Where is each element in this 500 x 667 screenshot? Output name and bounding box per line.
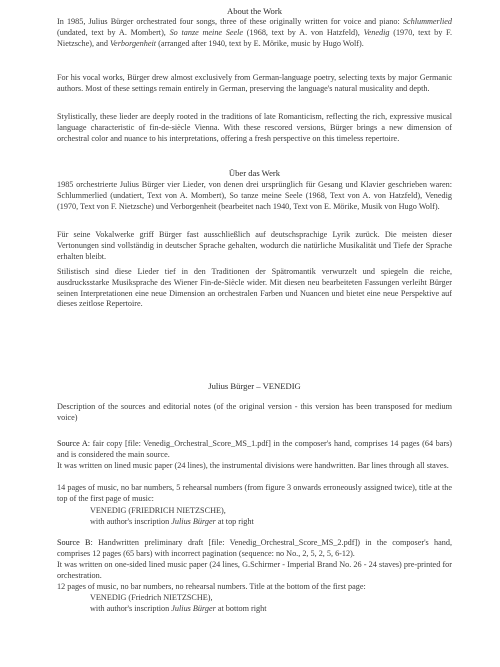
about-paragraph-en-1: [57, 17, 452, 49]
document-page: [57, 0, 452, 667]
source-a-title-line: VENEDIG (FRIEDRICH NIETZSCHE),: [90, 506, 226, 515]
source-a-line-3: 14 pages of music, no bar numbers, 5 rehearsal numbers (from figure 3 onwards erroneously assigned twice), title at the top of the first page of music:: [57, 483, 452, 503]
song-title: Venedig: [363, 27, 390, 37]
text-run: at top right: [215, 517, 254, 526]
text-run: In 1985, Julius Bürger orchestrated four songs, three of these originally written for voice and piano:: [57, 17, 403, 26]
about-title-de: Über das Werk: [228, 168, 281, 178]
source-a-line-1: [57, 439, 452, 461]
text-run: (1970, text by F. Nietzsche), and: [57, 27, 452, 48]
source-b-label: Source B: [57, 538, 91, 547]
source-b-line-3: 12 pages of music, no bar numbers, no rehearsal numbers. Title at the bottom of the first page:: [57, 582, 366, 591]
sources-title: Julius Bürger – VENEDIG: [208, 381, 301, 391]
source-a-inscription: [90, 517, 485, 528]
text-run: : Handwritten preliminary draft [file: Venedig_Orchestral_Score_MS_2.pdf]) in the composer's hand, comprises 12 pages (65 bars) with incorrect pagination (sequence: no No., 2, 5, 2, 5, 6-12).: [57, 538, 452, 558]
about-title-en: About the Work: [226, 6, 282, 16]
source-b-title-line: VENEDIG (Friedrich NIETZSCHE),: [90, 593, 213, 602]
source-b-line-2: It was written on one-sided lined music paper (24 lines, G.Schirmer - Imperial Brand No. 26 - 24 staves) pre-printed for orchestration.: [57, 560, 452, 580]
text-run: at bottom right: [215, 604, 267, 613]
song-title: So tanze meine Seele: [169, 27, 244, 37]
author-name: Julius Bürger: [171, 604, 216, 613]
about-paragraph-de-3: Stilistisch sind diese Lieder tief in den Traditionen der Spätromantik verwurzelt und spiegeln die reiche, ausdrucksstarke Musiksprache des Wiener Fin-de-Siècle wider. Mit diesen neu bearbeiteten Fassungen verleiht Bürger seinen Interpretationen eine neue Dimension an orchestralen Farben und Nuancen und bietet eine neue Perspektive auf dieses zeitlose Repertoire.: [57, 267, 452, 309]
sources-intro: Description of the sources and editorial notes (of the original version - this version has been transposed for medium voice): [57, 402, 452, 422]
text-run: (1968, text by A. von Hatzfeld),: [243, 27, 364, 37]
source-a-line-2: It was written on lined music paper (24 lines), the instrumental divisions were handwritten. Bar lines through all staves.: [57, 461, 449, 470]
source-b-line-1: [57, 538, 452, 560]
source-b-inscription: [90, 604, 485, 615]
text-run: with author's inscription: [90, 517, 172, 526]
source-a-label: Source A: [57, 439, 88, 448]
text-run: (undated, text by A. Mombert),: [57, 27, 170, 37]
about-paragraph-en-3: Stylistically, these lieder are deeply rooted in the traditions of late Romanticism, reflecting the rich, expressive musical language characteristic of fin-de-siècle Vienna. With these rescored versions, Bürger brings a new dimension of orchestral color and nuance to his interpretations, offering a fresh perspective on this timeless repertoire.: [57, 112, 452, 143]
text-run: (arranged after 1940, text by E. Mörike, music by Hugo Wolf).: [156, 38, 364, 48]
text-run: : fair copy [file: Venedig_Orchestral_Score_MS_1.pdf] in the composer's hand, comprises 14 pages (64 bars) and is considered the main source.: [57, 439, 452, 459]
about-paragraph-en-2: For his vocal works, Bürger drew almost exclusively from German-language poetry, selecting texts by major Germanic authors. Most of these settings remain entirely in German, preserving the language's natural musicality and depth.: [57, 73, 452, 93]
about-paragraph-de-2: Für seine Vokalwerke griff Bürger fast ausschließlich auf deutschsprachige Lyrik zurück. Die meisten dieser Vertonungen sind vollständig in deutscher Sprache gehalten, wodurch die natürliche Musikalität und Tiefe der Sprache erhalten bleibt.: [57, 230, 452, 261]
author-name: Julius Bürger: [171, 517, 216, 526]
text-run: with author's inscription: [90, 604, 172, 613]
song-title: Verborgenheit: [109, 38, 157, 48]
about-paragraph-de-1: 1985 orchestrierte Julius Bürger vier Lieder, von denen drei ursprünglich für Gesang und Klavier geschrieben waren: Schlummerlied (undatiert, Text von A. Mombert), So tanze meine Seele (1968, Text von A. von Hatzfeld), Venedig (1970, Text von F. Nietzsche) und Verborgenheit (bearbeitet nach 1940, Text von E. Mörike, Musik von Hugo Wolf).: [57, 180, 452, 211]
song-title: Schlummerlied: [402, 17, 452, 26]
